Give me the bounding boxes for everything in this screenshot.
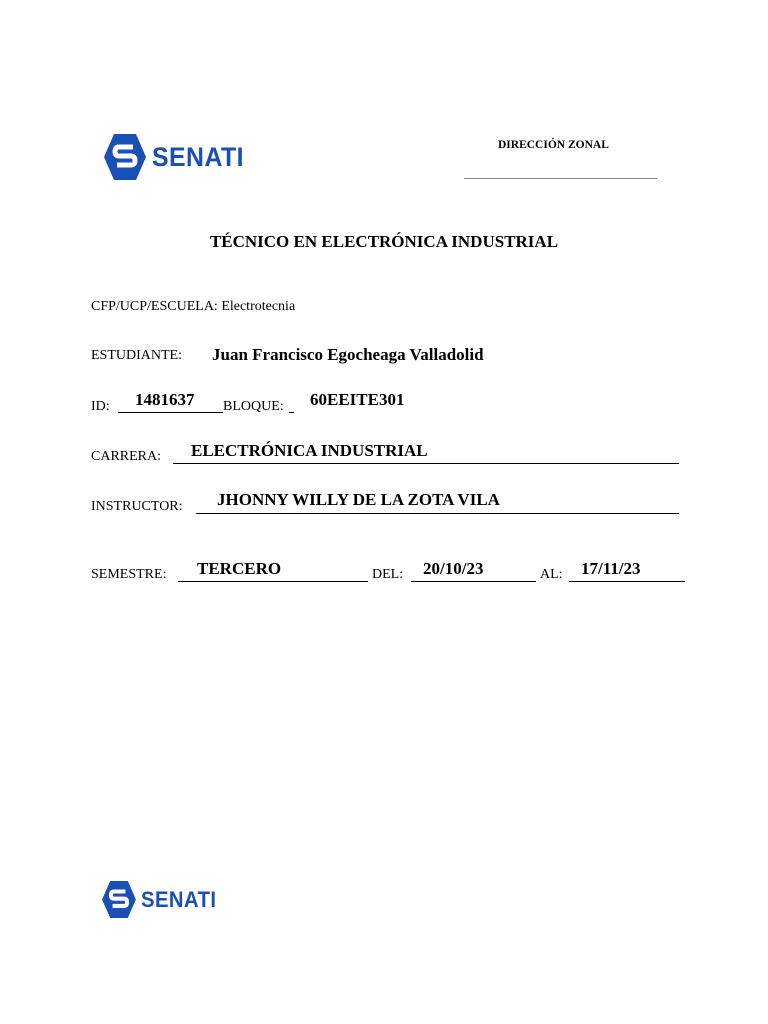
document-title: TÉCNICO EN ELECTRÓNICA INDUSTRIAL — [209, 232, 559, 251]
semestre-value: TERCERO — [197, 559, 282, 578]
cfp-escuela: CFP/UCP/ESCUELA: Electrotecnia — [91, 299, 296, 314]
carrera-value: ELECTRÓNICA INDUSTRIAL — [191, 441, 428, 460]
senati-wordmark: SENATI — [141, 886, 217, 912]
al-underline — [569, 581, 685, 582]
bloque-value: 60EEITE301 — [310, 390, 405, 409]
instructor-label: INSTRUCTOR: — [91, 499, 183, 514]
carrera-underline — [173, 463, 679, 464]
direccion-zonal-label: DIRECCIÓN ZONAL — [498, 139, 609, 151]
id-value: 1481637 — [135, 390, 195, 409]
semestre-label: SEMESTRE: — [91, 567, 167, 582]
instructor-value: JHONNY WILLY DE LA ZOTA VILA — [217, 490, 500, 509]
al-value: 17/11/23 — [581, 559, 641, 578]
carrera-label: CARRERA: — [91, 449, 162, 464]
id-label: ID: — [91, 399, 110, 414]
senati-logo-icon — [102, 881, 136, 918]
senati-logo-icon — [104, 134, 146, 180]
bloque-underline — [289, 412, 294, 413]
senati-logo-top — [104, 134, 252, 180]
del-label: DEL: — [372, 567, 404, 582]
estudiante-value: Juan Francisco Egocheaga Valladolid — [212, 345, 484, 364]
bloque-label: BLOQUE: — [223, 399, 284, 414]
estudiante-label: ESTUDIANTE: — [91, 348, 182, 363]
semestre-underline — [178, 581, 368, 582]
senati-wordmark: SENATI — [152, 141, 245, 172]
del-underline — [411, 581, 536, 582]
id-underline — [118, 412, 223, 413]
al-label: AL: — [540, 567, 563, 582]
senati-logo-bottom — [102, 881, 223, 918]
direccion-zonal-line — [464, 178, 657, 179]
del-value: 20/10/23 — [423, 559, 484, 578]
instructor-underline — [196, 513, 679, 514]
